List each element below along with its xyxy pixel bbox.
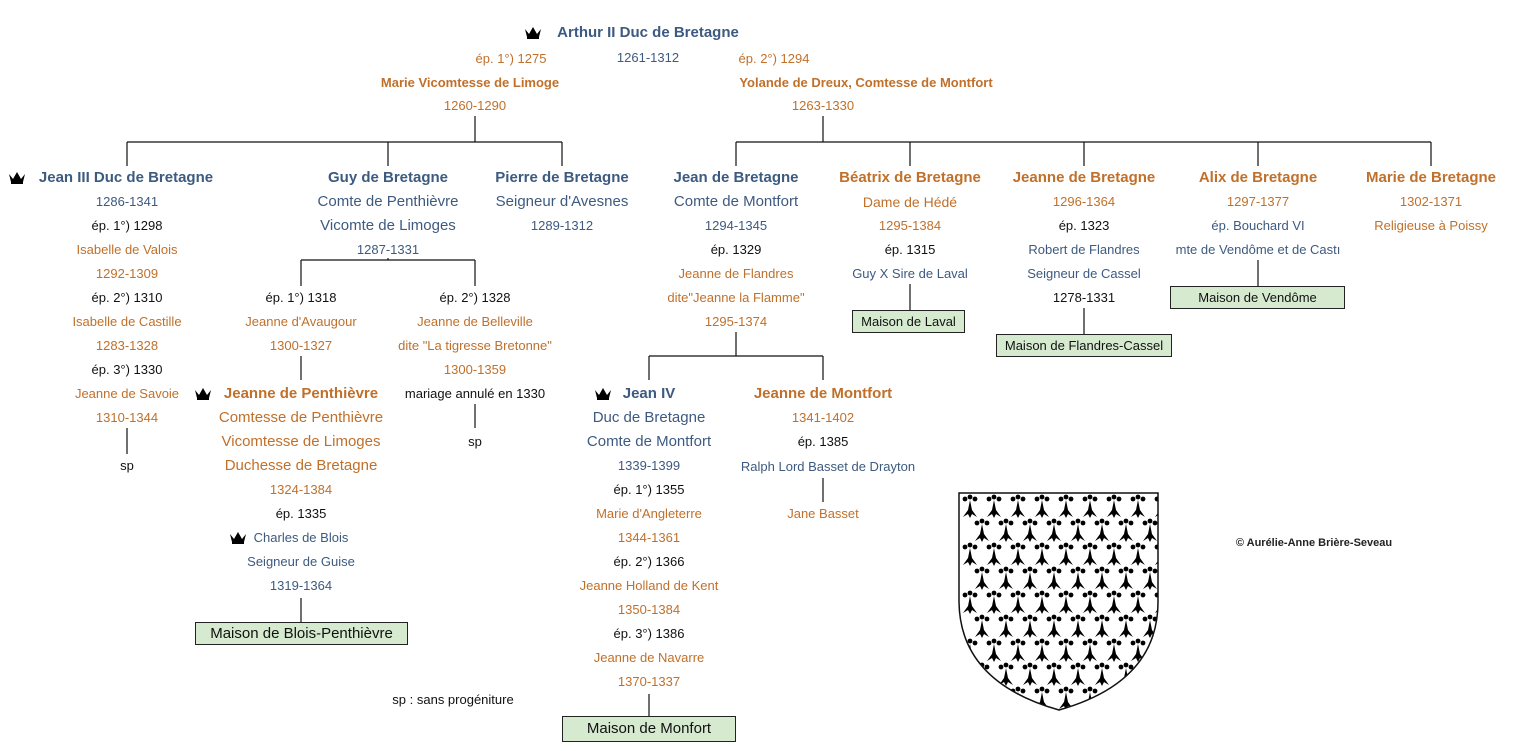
ermine-spot	[1035, 591, 1050, 614]
beatrix-title: Dame de Hédé	[862, 194, 958, 210]
ermine-spot	[1047, 663, 1062, 686]
guy-title2: Vicomte de Limoges	[320, 217, 456, 234]
guy-x-laval-name: Guy X Sire de Laval	[852, 266, 968, 281]
pierre-name: Pierre de Bretagne	[495, 169, 629, 186]
ermine-spot	[1035, 495, 1050, 518]
jeanne-penthievre-marriage: ép. 1335	[275, 506, 327, 521]
ermine-spot	[1035, 639, 1050, 662]
house-monfort: Maison de Monfort	[562, 716, 736, 742]
ermine-spot	[1071, 519, 1086, 542]
robert-flandres-name: Robert de Flandres	[1028, 242, 1140, 257]
ermine-spot	[1131, 639, 1146, 662]
ermine-spot	[1119, 615, 1134, 638]
jeanne-flandres-dates: 1296-1364	[1052, 194, 1116, 209]
ermine-spot	[1131, 495, 1146, 518]
ermine-spot	[1107, 591, 1122, 614]
pierre-dates: 1289-1312	[530, 218, 594, 233]
jean-montfort-name: Jean de Bretagne	[673, 169, 799, 186]
guy-marriage2: ép. 2°) 1328	[439, 290, 511, 305]
jean4-wife2: Jeanne Holland de Kent	[579, 578, 719, 593]
jean3-marriage1: ép. 1°) 1298	[91, 218, 163, 233]
jean-montfort-title: Comte de Montfort	[673, 193, 799, 210]
jean4-wife2-dates: 1350-1384	[617, 602, 681, 617]
jean-montfort-spouse-alias: dite"Jeanne la Flamme"	[667, 290, 805, 305]
guy-title1: Comte de Penthièvre	[317, 193, 459, 210]
ermine-spot	[1011, 495, 1026, 518]
ermine-spot	[963, 687, 978, 710]
jean4-wife1: Marie d'Angleterre	[596, 506, 702, 521]
guy-wife1-dates: 1300-1327	[269, 338, 333, 353]
jean-montfort-spouse: Jeanne de Flandres	[678, 266, 794, 281]
ermine-spot	[1023, 567, 1038, 590]
ermine-spot	[1119, 663, 1134, 686]
ermine-spot	[963, 495, 978, 518]
ermine-spot	[1107, 495, 1122, 518]
ermine-spot	[1119, 519, 1134, 542]
ermine-spot	[1011, 687, 1026, 710]
pierre-title: Seigneur d'Avesnes	[495, 193, 629, 210]
beatrix-marriage: ép. 1315	[884, 242, 936, 257]
jeanne-penthievre-title2: Vicomtesse de Limoges	[221, 433, 381, 450]
jean4-marriage1: ép. 1°) 1355	[613, 482, 685, 497]
jean4-wife3: Jeanne de Navarre	[593, 650, 705, 665]
guy-name: Guy de Bretagne	[327, 169, 449, 186]
house-blois-penthievre: Maison de Blois-Penthièvre	[195, 622, 408, 645]
ermine-spot	[999, 615, 1014, 638]
ermine-spot	[1095, 615, 1110, 638]
ermine-spot	[975, 567, 990, 590]
marie-name: Marie de Bretagne	[1365, 169, 1497, 186]
ermine-spot	[1023, 519, 1038, 542]
charles-de-blois-title: Seigneur de Guise	[247, 554, 355, 569]
ermine-spot	[1059, 591, 1074, 614]
guy-annulment: mariage annulé en 1330	[404, 386, 546, 401]
ermine-spot	[1071, 663, 1086, 686]
jean3-wife1: Isabelle de Valois	[76, 242, 178, 257]
root-marriage2: ép. 2°) 1294	[738, 51, 810, 66]
jean4-wife3-dates: 1370-1337	[617, 674, 681, 689]
crown-icon	[8, 170, 26, 184]
jean4-name: Jean IV	[622, 385, 676, 402]
alix-marriage: ép. Bouchard VI	[1211, 218, 1305, 233]
jean4-title1: Duc de Bretagne	[592, 409, 706, 426]
crown-icon	[194, 386, 212, 400]
jean4-marriage2: ép. 2°) 1366	[613, 554, 685, 569]
beatrix-name: Béatrix de Bretagne	[839, 169, 981, 186]
house-laval: Maison de Laval	[852, 310, 965, 333]
jeanne-montfort-name: Jeanne de Montfort	[753, 385, 893, 402]
ermine-spot	[999, 519, 1014, 542]
crown-icon	[594, 386, 612, 400]
root-spouse2-dates: 1263-1330	[791, 98, 855, 113]
ralph-basset-name: Ralph Lord Basset de Drayton	[740, 459, 916, 474]
jean3-wife3-dates: 1310-1344	[95, 410, 159, 425]
marie-dates: 1302-1371	[1399, 194, 1463, 209]
jeanne-montfort-dates: 1341-1402	[791, 410, 855, 425]
ermine-spot	[1011, 591, 1026, 614]
ermine-spot	[1083, 639, 1098, 662]
jeanne-penthievre-dates: 1324-1384	[269, 482, 333, 497]
jean4-marriage3: ép. 3°) 1386	[613, 626, 685, 641]
alix-name: Alix de Bretagne	[1198, 169, 1318, 186]
ermine-spot	[1107, 687, 1122, 710]
ermine-spot	[1047, 567, 1062, 590]
ermine-spot	[1143, 519, 1158, 542]
root-spouse1-dates: 1260-1290	[443, 98, 507, 113]
jean3-wife3: Jeanne de Savoie	[74, 386, 180, 401]
jeanne-montfort-marriage: ép. 1385	[797, 434, 849, 449]
ermine-spot	[1059, 495, 1074, 518]
charles-de-blois-dates: 1319-1364	[269, 578, 333, 593]
root-marriage1: ép. 1°) 1275	[475, 51, 547, 66]
guy-dates: 1287-1331	[356, 242, 420, 257]
ermine-spot	[1143, 663, 1158, 686]
ermine-spot	[987, 639, 1002, 662]
crown-icon	[524, 25, 542, 39]
ermine-spot	[1035, 543, 1050, 566]
robert-flandres-dates: 1278-1331	[1052, 290, 1116, 305]
guy-wife1: Jeanne d'Avaugour	[245, 314, 357, 329]
ermine-spot	[987, 591, 1002, 614]
ermine-spot	[1011, 543, 1026, 566]
jean3-wife2: Isabelle de Castille	[72, 314, 182, 329]
jean3-marriage2: ép. 2°) 1310	[91, 290, 163, 305]
root-name: Arthur II Duc de Bretagne	[557, 24, 739, 41]
ermine-spot	[1059, 543, 1074, 566]
ermine-spot	[1083, 543, 1098, 566]
ermine-spot	[975, 615, 990, 638]
ermine-spot	[1143, 567, 1158, 590]
ermine-spot	[1131, 543, 1146, 566]
ermine-shield-icon	[958, 492, 1160, 712]
house-flandres-cassel: Maison de Flandres-Cassel	[996, 334, 1172, 357]
marie-title: Religieuse à Poissy	[1374, 218, 1488, 233]
charles-de-blois-name: Charles de Blois	[253, 530, 349, 545]
ermine-spot	[999, 567, 1014, 590]
jean3-wife1-dates: 1292-1309	[95, 266, 159, 281]
jeanne-penthievre-title1: Comtesse de Penthièvre	[218, 409, 384, 426]
ermine-spot	[1107, 543, 1122, 566]
legend-sp: sp : sans progéniture	[392, 692, 514, 707]
guy-wife2-alias: dite "La tigresse Bretonne"	[398, 338, 552, 353]
jeanne-flandres-name: Jeanne de Bretagne	[1012, 169, 1156, 186]
jean3-wife2-dates: 1283-1328	[95, 338, 159, 353]
ermine-spot	[1023, 615, 1038, 638]
ermine-spot	[1011, 639, 1026, 662]
ermine-spot	[1083, 495, 1098, 518]
ermine-spot	[1119, 567, 1134, 590]
jean-montfort-spouse-dates: 1295-1374	[704, 314, 768, 329]
jeanne-penthievre-name: Jeanne de Penthièvre	[223, 385, 379, 402]
ermine-spot	[1155, 639, 1160, 662]
ermine-spot	[1023, 663, 1038, 686]
ermine-spot	[975, 519, 990, 542]
house-vendome: Maison de Vendôme	[1170, 286, 1345, 309]
ermine-spot	[1095, 663, 1110, 686]
jeanne-flandres-marriage: ép. 1323	[1058, 218, 1110, 233]
jean4-dates: 1339-1399	[617, 458, 681, 473]
ermine-spot	[1095, 567, 1110, 590]
bouchard-title: mte de Vendôme et de Castı	[1175, 242, 1341, 257]
copyright: © Aurélie-Anne Brière-Seveau	[1235, 537, 1393, 549]
beatrix-dates: 1295-1384	[878, 218, 942, 233]
jean3-name: Jean III Duc de Bretagne	[38, 169, 214, 186]
guy-issue2: sp	[468, 434, 482, 449]
root-spouse1-name: Marie Vicomtesse de Limoge	[380, 75, 560, 90]
ermine-spot	[1131, 687, 1146, 710]
crown-icon	[229, 530, 247, 544]
ermine-spot	[987, 543, 1002, 566]
jane-basset-name: Jane Basset	[787, 506, 859, 521]
guy-marriage1: ép. 1°) 1318	[265, 290, 337, 305]
root-spouse2-name: Yolande de Dreux, Comtesse de Montfort	[739, 75, 993, 90]
ermine-spot	[1059, 639, 1074, 662]
jean3-marriage3: ép. 3°) 1330	[91, 362, 163, 377]
jean4-wife1-dates: 1344-1361	[617, 530, 681, 545]
ermine-spot	[1083, 591, 1098, 614]
ermine-spot	[963, 543, 978, 566]
ermine-spot	[1047, 615, 1062, 638]
jean-montfort-dates: 1294-1345	[704, 218, 768, 233]
ermine-spot	[987, 687, 1002, 710]
ermine-spot	[1155, 687, 1160, 710]
robert-flandres-title: Seigneur de Cassel	[1027, 266, 1141, 281]
guy-wife2: Jeanne de Belleville	[417, 314, 533, 329]
ermine-spot	[1071, 567, 1086, 590]
ermine-spot	[1071, 615, 1086, 638]
ermine-spot	[1095, 519, 1110, 542]
jean3-dates: 1286-1341	[95, 194, 159, 209]
ermine-spot	[1107, 639, 1122, 662]
ermine-spot	[1047, 519, 1062, 542]
ermine-spot	[963, 591, 978, 614]
jeanne-penthievre-title3: Duchesse de Bretagne	[224, 457, 378, 474]
root-dates: 1261-1312	[616, 50, 680, 65]
alix-dates: 1297-1377	[1226, 194, 1290, 209]
jean-montfort-marriage: ép. 1329	[710, 242, 762, 257]
jean4-title2: Comte de Montfort	[586, 433, 712, 450]
ermine-spot	[1131, 591, 1146, 614]
jean3-issue: sp	[120, 458, 134, 473]
guy-wife2-dates: 1300-1359	[443, 362, 507, 377]
ermine-spot	[987, 495, 1002, 518]
